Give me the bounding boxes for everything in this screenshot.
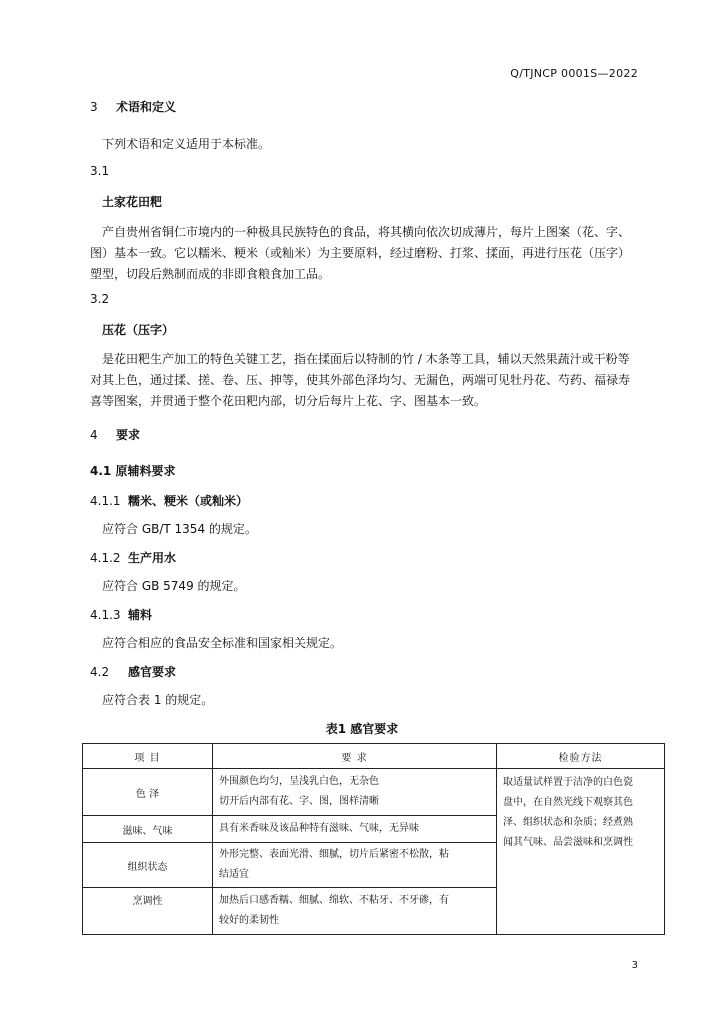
subsection-title: 生产用水: [128, 551, 177, 565]
requirement-line: 切开后内部有花、字、图，图样清晰: [219, 796, 379, 807]
header-method: 检验方法: [497, 744, 665, 769]
requirement-line: 外形完整、表面光滑、细腻，切片后紧密不松散，粘: [219, 849, 449, 860]
section-3-intro: 下列术语和定义适用于本标准。: [102, 137, 271, 151]
section-title: 术语和定义: [116, 100, 177, 114]
row-item: 色 泽: [83, 769, 213, 816]
requirement-line: 外围颜色均匀，呈浅乳白色，无杂色: [219, 776, 379, 787]
requirement-line: 较好的柔韧性: [219, 915, 279, 926]
section-4-heading: [90, 426, 140, 443]
subsection-text: 应符合表 1 的规定。: [102, 693, 214, 707]
subsection-4-1-1-heading: [90, 492, 248, 509]
term-definition: 是花田粑生产加工的特色关键工艺，指在揉面后以特制的竹 / 木条等工具，辅以天然果蔬汁或干粉等对其上色，通过揉、搓、卷、压、抻等，使其外部色泽均匀、无漏色，两端可见牡丹花、芍药、福禄寿喜等图案，并贯通于整个花田粑内部，切分后每片上花、字、图基本一致。: [90, 352, 631, 408]
subsection-title: 原辅料要求: [115, 464, 176, 478]
section-number: 4: [90, 428, 98, 442]
table-row: [83, 769, 665, 816]
subsection-4-2-heading: [90, 663, 176, 680]
row-item: 烹调性: [83, 888, 213, 935]
term-name: 压花（压字）: [102, 323, 175, 337]
requirement-line: 加热后口感香糯、细腻、绵软、不粘牙、不牙碜，有: [219, 895, 449, 906]
subsection-title: 辅料: [128, 608, 153, 622]
subsection-text: 应符合相应的食品安全标准和国家相关规定。: [102, 636, 343, 650]
term-name: 土家花田粑: [102, 195, 163, 209]
sensory-requirements-table: [82, 743, 665, 935]
subsection-number: 4.1.2: [90, 551, 121, 565]
term-number: 3.2: [90, 292, 110, 306]
subsection-number: 4.1.1: [90, 494, 121, 508]
method-line: 取适量试样置于洁净的白色瓷: [503, 777, 633, 788]
subsection-number: 4.2: [90, 665, 110, 679]
subsection-title: 糯米、粳米（或籼米）: [128, 494, 249, 508]
inspection-method: [497, 769, 665, 935]
subsection-number: 4.1: [90, 464, 112, 478]
requirement-line: 结适宜: [219, 869, 249, 880]
section-number: 3: [90, 100, 98, 114]
subsection-4-1-2-heading: [90, 549, 176, 566]
header-item: 项 目: [83, 744, 213, 769]
subsection-text: 应符合 GB 5749 的规定。: [102, 579, 246, 593]
row-item: 组织状态: [83, 843, 213, 888]
page-number: 3: [631, 960, 638, 971]
document-code: Q/TJNCP 0001S—2022: [510, 67, 638, 80]
header-requirement: 要 求: [213, 744, 497, 769]
row-item: 滋味、气味: [83, 816, 213, 843]
row-requirement: [213, 816, 497, 843]
table-header-row: [83, 744, 665, 769]
subsection-4-1-heading: [90, 462, 175, 479]
subsection-text: 应符合 GB/T 1354 的规定。: [102, 522, 257, 536]
subsection-4-1-3-heading: [90, 606, 152, 623]
subsection-title: 感官要求: [128, 665, 177, 679]
subsection-number: 4.1.3: [90, 608, 121, 622]
requirement-line: 具有米香味及该品种特有滋味、气味，无异味: [219, 823, 419, 834]
term-definition: 产自贵州省铜仁市境内的一种极具民族特色的食品，将其横向依次切成薄片，每片上图案（花、字、图）基本一致。它以糯米、粳米（或籼米）为主要原料，经过磨粉、打浆、揉面，再进行压花（压字）塑型，切段后熟制而成的非即食粮食加工品。: [90, 225, 631, 281]
method-line: 盘中，在自然光线下观察其色: [503, 797, 633, 808]
method-line: 泽、组织状态和杂质；经煮熟: [503, 817, 633, 828]
table-caption: 表1 感官要求: [325, 722, 399, 736]
section-3-heading: [90, 98, 176, 115]
section-title: 要求: [116, 428, 141, 442]
row-requirement: [213, 888, 497, 935]
term-number: 3.1: [90, 164, 110, 178]
method-line: 闻其气味、品尝滋味和烹调性: [503, 837, 633, 848]
row-requirement: [213, 769, 497, 816]
row-requirement: [213, 843, 497, 888]
